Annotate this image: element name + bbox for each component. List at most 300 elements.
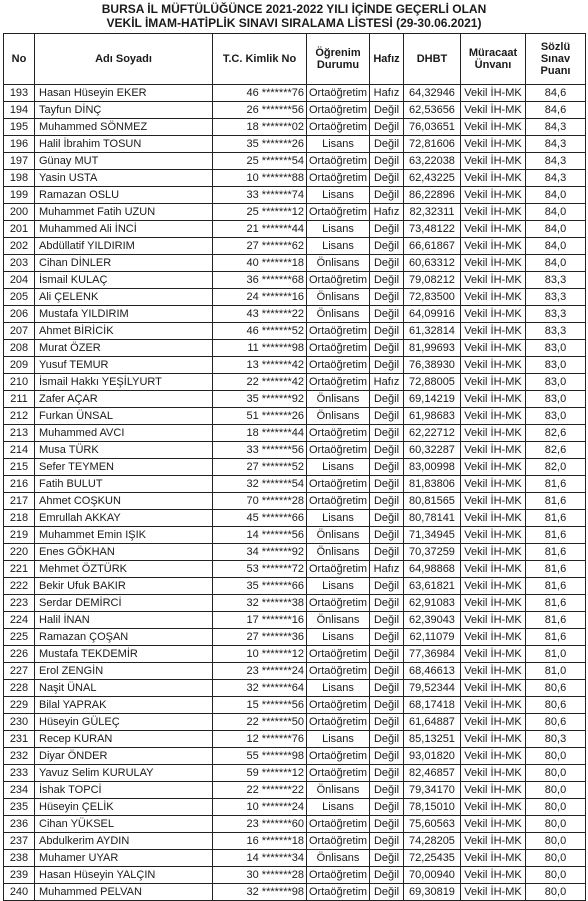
cell-hafiz: Değil — [370, 289, 404, 306]
cell-hafiz: Değil — [370, 782, 404, 799]
cell-no: 207 — [4, 323, 35, 340]
cell-id-number: 27 *******62 — [213, 238, 307, 255]
cell-oral-score: 84,3 — [526, 119, 586, 136]
cell-name: Yavuz Selim KURULAY — [35, 765, 213, 782]
cell-name: Muhammed PELVAN — [35, 884, 213, 901]
cell-oral-score: 81,6 — [526, 561, 586, 578]
cell-hafiz: Değil — [370, 102, 404, 119]
cell-application-title: Vekil İH-MK — [461, 833, 526, 850]
cell-oral-score: 81,6 — [526, 612, 586, 629]
cell-hafiz: Değil — [370, 136, 404, 153]
cell-education: Ortaöğretim — [307, 102, 370, 119]
cell-dhbt: 70,00940 — [404, 867, 461, 884]
cell-oral-score: 80,0 — [526, 765, 586, 782]
cell-id-number: 22 *******50 — [213, 714, 307, 731]
cell-hafiz: Değil — [370, 238, 404, 255]
cell-no: 222 — [4, 578, 35, 595]
cell-no: 212 — [4, 408, 35, 425]
cell-name: Muhammed SÖNMEZ — [35, 119, 213, 136]
cell-education: Önlisans — [307, 408, 370, 425]
cell-id-number: 14 *******56 — [213, 527, 307, 544]
cell-id-number: 45 *******66 — [213, 510, 307, 527]
cell-name: Halil İNAN — [35, 612, 213, 629]
cell-dhbt: 93,01820 — [404, 748, 461, 765]
cell-education: Ortaöğretim — [307, 153, 370, 170]
cell-no: 198 — [4, 170, 35, 187]
cell-education: Ortaöğretim — [307, 663, 370, 680]
cell-id-number: 40 *******18 — [213, 255, 307, 272]
cell-name: Cihan YÜKSEL — [35, 816, 213, 833]
cell-id-number: 33 *******74 — [213, 187, 307, 204]
cell-no: 210 — [4, 374, 35, 391]
cell-hafiz: Değil — [370, 663, 404, 680]
cell-oral-score: 84,0 — [526, 221, 586, 238]
cell-oral-score: 84,6 — [526, 85, 586, 102]
cell-dhbt: 72,88005 — [404, 374, 461, 391]
cell-name: Musa TÜRK — [35, 442, 213, 459]
cell-oral-score: 80,0 — [526, 850, 586, 867]
cell-dhbt: 78,15010 — [404, 799, 461, 816]
cell-id-number: 10 *******24 — [213, 799, 307, 816]
cell-oral-score: 83,0 — [526, 340, 586, 357]
cell-no: 216 — [4, 476, 35, 493]
table-row — [4, 476, 586, 493]
cell-application-title: Vekil İH-MK — [461, 289, 526, 306]
cell-name: Serdar DEMİRCİ — [35, 595, 213, 612]
cell-name: Muhammed Ali İNCİ — [35, 221, 213, 238]
cell-hafiz: Hafız — [370, 85, 404, 102]
cell-oral-score: 83,3 — [526, 323, 586, 340]
ranking-table — [3, 33, 586, 901]
cell-oral-score: 80,0 — [526, 884, 586, 901]
table-row — [4, 374, 586, 391]
table-row — [4, 425, 586, 442]
cell-oral-score: 83,3 — [526, 272, 586, 289]
cell-education: Önlisans — [307, 782, 370, 799]
table-row — [4, 102, 586, 119]
cell-no: 240 — [4, 884, 35, 901]
cell-application-title: Vekil İH-MK — [461, 850, 526, 867]
cell-id-number: 51 *******26 — [213, 408, 307, 425]
cell-name: Muhammed AVCI — [35, 425, 213, 442]
table-row — [4, 391, 586, 408]
cell-hafiz: Değil — [370, 833, 404, 850]
table-row — [4, 527, 586, 544]
cell-no: 217 — [4, 493, 35, 510]
cell-id-number: 25 *******54 — [213, 153, 307, 170]
table-row — [4, 833, 586, 850]
table-row — [4, 595, 586, 612]
cell-oral-score: 84,3 — [526, 136, 586, 153]
cell-id-number: 32 *******54 — [213, 476, 307, 493]
cell-no: 232 — [4, 748, 35, 765]
cell-application-title: Vekil İH-MK — [461, 187, 526, 204]
cell-id-number: 10 *******88 — [213, 170, 307, 187]
cell-name: Enes GÖKHAN — [35, 544, 213, 561]
header-education: Öğrenim Durumu — [307, 34, 370, 85]
cell-hafiz: Değil — [370, 323, 404, 340]
cell-oral-score: 81,6 — [526, 544, 586, 561]
cell-application-title: Vekil İH-MK — [461, 867, 526, 884]
cell-id-number: 33 *******56 — [213, 442, 307, 459]
table-row — [4, 340, 586, 357]
cell-no: 239 — [4, 867, 35, 884]
cell-name: İshak TOPCİ — [35, 782, 213, 799]
header-hafiz: Hafız — [370, 34, 404, 85]
cell-dhbt: 72,25435 — [404, 850, 461, 867]
cell-education: Önlisans — [307, 289, 370, 306]
cell-education: Lisans — [307, 629, 370, 646]
cell-dhbt: 83,00998 — [404, 459, 461, 476]
cell-education: Ortaöğretim — [307, 697, 370, 714]
cell-id-number: 34 *******92 — [213, 544, 307, 561]
cell-education: Ortaöğretim — [307, 714, 370, 731]
cell-application-title: Vekil İH-MK — [461, 238, 526, 255]
cell-application-title: Vekil İH-MK — [461, 527, 526, 544]
table-row — [4, 289, 586, 306]
cell-application-title: Vekil İH-MK — [461, 782, 526, 799]
cell-oral-score: 83,0 — [526, 391, 586, 408]
cell-education: Ortaöğretim — [307, 170, 370, 187]
cell-id-number: 59 *******12 — [213, 765, 307, 782]
cell-application-title: Vekil İH-MK — [461, 408, 526, 425]
cell-dhbt: 76,03651 — [404, 119, 461, 136]
cell-name: Ahmet BİRİCİK — [35, 323, 213, 340]
table-row — [4, 170, 586, 187]
table-row — [4, 782, 586, 799]
cell-oral-score: 80,0 — [526, 782, 586, 799]
table-row — [4, 306, 586, 323]
cell-hafiz: Değil — [370, 867, 404, 884]
cell-name: Hasan Hüseyin YALÇIN — [35, 867, 213, 884]
table-row — [4, 187, 586, 204]
cell-oral-score: 81,6 — [526, 493, 586, 510]
cell-oral-score: 80,0 — [526, 816, 586, 833]
cell-id-number: 25 *******12 — [213, 204, 307, 221]
cell-id-number: 21 *******44 — [213, 221, 307, 238]
cell-dhbt: 82,46857 — [404, 765, 461, 782]
cell-oral-score: 83,0 — [526, 374, 586, 391]
cell-name: Recep KURAN — [35, 731, 213, 748]
cell-id-number: 18 *******44 — [213, 425, 307, 442]
cell-dhbt: 86,22896 — [404, 187, 461, 204]
table-row — [4, 612, 586, 629]
cell-oral-score: 84,3 — [526, 170, 586, 187]
cell-id-number: 27 *******36 — [213, 629, 307, 646]
cell-hafiz: Değil — [370, 391, 404, 408]
cell-hafiz: Değil — [370, 884, 404, 901]
cell-no: 201 — [4, 221, 35, 238]
cell-hafiz: Değil — [370, 153, 404, 170]
cell-hafiz: Değil — [370, 612, 404, 629]
cell-id-number: 35 *******26 — [213, 136, 307, 153]
cell-hafiz: Değil — [370, 714, 404, 731]
cell-application-title: Vekil İH-MK — [461, 221, 526, 238]
cell-dhbt: 68,17418 — [404, 697, 461, 714]
table-row — [4, 629, 586, 646]
cell-education: Lisans — [307, 221, 370, 238]
cell-name: Erol ZENGİN — [35, 663, 213, 680]
cell-hafiz: Değil — [370, 493, 404, 510]
cell-hafiz: Değil — [370, 799, 404, 816]
cell-application-title: Vekil İH-MK — [461, 765, 526, 782]
cell-application-title: Vekil İH-MK — [461, 442, 526, 459]
cell-hafiz: Değil — [370, 170, 404, 187]
cell-name: Furkan ÜNSAL — [35, 408, 213, 425]
cell-education: Ortaöğretim — [307, 595, 370, 612]
cell-name: Zafer AÇAR — [35, 391, 213, 408]
cell-application-title: Vekil İH-MK — [461, 646, 526, 663]
cell-application-title: Vekil İH-MK — [461, 476, 526, 493]
cell-no: 236 — [4, 816, 35, 833]
cell-name: Cihan DİNLER — [35, 255, 213, 272]
cell-no: 215 — [4, 459, 35, 476]
cell-no: 197 — [4, 153, 35, 170]
cell-hafiz: Değil — [370, 816, 404, 833]
cell-hafiz: Değil — [370, 748, 404, 765]
cell-hafiz: Değil — [370, 544, 404, 561]
cell-dhbt: 76,38930 — [404, 357, 461, 374]
cell-dhbt: 74,28205 — [404, 833, 461, 850]
header-oral-exam-score: Sözlü Sınav Puanı — [526, 34, 586, 85]
cell-education: Lisans — [307, 459, 370, 476]
cell-dhbt: 62,53656 — [404, 102, 461, 119]
cell-hafiz: Hafız — [370, 561, 404, 578]
cell-name: Halil İbrahim TOSUN — [35, 136, 213, 153]
table-row — [4, 867, 586, 884]
table-row — [4, 799, 586, 816]
cell-id-number: 11 *******98 — [213, 340, 307, 357]
cell-no: 219 — [4, 527, 35, 544]
cell-name: Murat ÖZER — [35, 340, 213, 357]
table-row — [4, 765, 586, 782]
cell-id-number: 22 *******42 — [213, 374, 307, 391]
cell-id-number: 55 *******98 — [213, 748, 307, 765]
cell-dhbt: 79,08212 — [404, 272, 461, 289]
cell-id-number: 17 *******16 — [213, 612, 307, 629]
table-row — [4, 544, 586, 561]
cell-dhbt: 62,91083 — [404, 595, 461, 612]
table-row — [4, 663, 586, 680]
cell-dhbt: 60,32287 — [404, 442, 461, 459]
table-row — [4, 510, 586, 527]
cell-dhbt: 72,81606 — [404, 136, 461, 153]
table-row — [4, 493, 586, 510]
cell-dhbt: 79,52344 — [404, 680, 461, 697]
cell-hafiz: Değil — [370, 731, 404, 748]
cell-application-title: Vekil İH-MK — [461, 612, 526, 629]
cell-education: Ortaöğretim — [307, 884, 370, 901]
cell-oral-score: 80,0 — [526, 833, 586, 850]
table-row — [4, 323, 586, 340]
cell-id-number: 22 *******22 — [213, 782, 307, 799]
cell-education: Ortaöğretim — [307, 119, 370, 136]
cell-no: 231 — [4, 731, 35, 748]
cell-no: 221 — [4, 561, 35, 578]
cell-no: 237 — [4, 833, 35, 850]
cell-oral-score: 81,6 — [526, 629, 586, 646]
cell-application-title: Vekil İH-MK — [461, 629, 526, 646]
cell-education: Önlisans — [307, 306, 370, 323]
cell-no: 194 — [4, 102, 35, 119]
cell-no: 238 — [4, 850, 35, 867]
header-dhbt: DHBT — [404, 34, 461, 85]
cell-dhbt: 63,22038 — [404, 153, 461, 170]
cell-dhbt: 60,63312 — [404, 255, 461, 272]
cell-id-number: 35 *******92 — [213, 391, 307, 408]
cell-no: 228 — [4, 680, 35, 697]
table-row — [4, 748, 586, 765]
table-row — [4, 442, 586, 459]
cell-dhbt: 68,46613 — [404, 663, 461, 680]
cell-application-title: Vekil İH-MK — [461, 340, 526, 357]
cell-dhbt: 73,48122 — [404, 221, 461, 238]
cell-dhbt: 70,37259 — [404, 544, 461, 561]
table-row — [4, 680, 586, 697]
cell-name: Bekir Ufuk BAKIR — [35, 578, 213, 595]
cell-application-title: Vekil İH-MK — [461, 816, 526, 833]
cell-no: 223 — [4, 595, 35, 612]
cell-application-title: Vekil İH-MK — [461, 884, 526, 901]
cell-no: 235 — [4, 799, 35, 816]
cell-hafiz: Değil — [370, 425, 404, 442]
cell-no: 224 — [4, 612, 35, 629]
cell-oral-score: 81,6 — [526, 595, 586, 612]
cell-dhbt: 62,43225 — [404, 170, 461, 187]
cell-dhbt: 81,99693 — [404, 340, 461, 357]
cell-dhbt: 64,98868 — [404, 561, 461, 578]
cell-oral-score: 81,0 — [526, 646, 586, 663]
cell-dhbt: 85,13251 — [404, 731, 461, 748]
cell-oral-score: 81,6 — [526, 527, 586, 544]
header-no: No — [4, 34, 35, 85]
cell-id-number: 23 *******60 — [213, 816, 307, 833]
cell-oral-score: 83,3 — [526, 306, 586, 323]
cell-dhbt: 71,34945 — [404, 527, 461, 544]
cell-no: 234 — [4, 782, 35, 799]
cell-name: Abdulkerim AYDIN — [35, 833, 213, 850]
cell-id-number: 32 *******64 — [213, 680, 307, 697]
cell-application-title: Vekil İH-MK — [461, 374, 526, 391]
cell-oral-score: 81,0 — [526, 663, 586, 680]
cell-hafiz: Değil — [370, 527, 404, 544]
cell-education: Ortaöğretim — [307, 816, 370, 833]
cell-dhbt: 69,14219 — [404, 391, 461, 408]
cell-id-number: 35 *******66 — [213, 578, 307, 595]
cell-hafiz: Hafız — [370, 374, 404, 391]
cell-name: Mehmet ÖZTÜRK — [35, 561, 213, 578]
cell-name: Naşit ÜNAL — [35, 680, 213, 697]
table-row — [4, 816, 586, 833]
cell-application-title: Vekil İH-MK — [461, 255, 526, 272]
cell-no: 227 — [4, 663, 35, 680]
cell-dhbt: 77,36984 — [404, 646, 461, 663]
cell-name: Sefer TEYMEN — [35, 459, 213, 476]
cell-education: Ortaöğretim — [307, 476, 370, 493]
cell-id-number: 16 *******18 — [213, 833, 307, 850]
cell-application-title: Vekil İH-MK — [461, 680, 526, 697]
cell-name: Fatih BULUT — [35, 476, 213, 493]
table-row — [4, 697, 586, 714]
cell-no: 230 — [4, 714, 35, 731]
cell-hafiz: Hafız — [370, 204, 404, 221]
cell-dhbt: 69,30819 — [404, 884, 461, 901]
cell-dhbt: 75,60563 — [404, 816, 461, 833]
cell-oral-score: 81,6 — [526, 510, 586, 527]
cell-education: Ortaöğretim — [307, 867, 370, 884]
cell-application-title: Vekil İH-MK — [461, 544, 526, 561]
cell-application-title: Vekil İH-MK — [461, 731, 526, 748]
cell-dhbt: 62,11079 — [404, 629, 461, 646]
cell-education: Ortaöğretim — [307, 561, 370, 578]
cell-education: Ortaöğretim — [307, 340, 370, 357]
cell-name: Yusuf TEMUR — [35, 357, 213, 374]
cell-oral-score: 84,0 — [526, 255, 586, 272]
cell-education: Ortaöğretim — [307, 748, 370, 765]
cell-oral-score: 84,3 — [526, 153, 586, 170]
cell-name: Hüseyin ÇELİK — [35, 799, 213, 816]
cell-no: 193 — [4, 85, 35, 102]
cell-no: 233 — [4, 765, 35, 782]
cell-education: Lisans — [307, 799, 370, 816]
cell-id-number: 46 *******76 — [213, 85, 307, 102]
cell-oral-score: 80,6 — [526, 680, 586, 697]
cell-id-number: 32 *******38 — [213, 595, 307, 612]
cell-name: Muhamer UYAR — [35, 850, 213, 867]
cell-education: Önlisans — [307, 544, 370, 561]
cell-dhbt: 62,39043 — [404, 612, 461, 629]
cell-hafiz: Değil — [370, 680, 404, 697]
cell-application-title: Vekil İH-MK — [461, 85, 526, 102]
cell-oral-score: 82,6 — [526, 425, 586, 442]
cell-application-title: Vekil İH-MK — [461, 561, 526, 578]
cell-education: Lisans — [307, 680, 370, 697]
table-row — [4, 204, 586, 221]
cell-application-title: Vekil İH-MK — [461, 170, 526, 187]
cell-name: Ramazan OSLU — [35, 187, 213, 204]
cell-dhbt: 64,09916 — [404, 306, 461, 323]
document-title — [0, 0, 588, 30]
table-row — [4, 357, 586, 374]
cell-dhbt: 79,34170 — [404, 782, 461, 799]
cell-name: Muhammet Emin IŞIK — [35, 527, 213, 544]
cell-oral-score: 80,0 — [526, 748, 586, 765]
cell-no: 213 — [4, 425, 35, 442]
cell-no: 206 — [4, 306, 35, 323]
cell-no: 204 — [4, 272, 35, 289]
cell-education: Ortaöğretim — [307, 493, 370, 510]
cell-no: 220 — [4, 544, 35, 561]
cell-hafiz: Değil — [370, 119, 404, 136]
cell-hafiz: Değil — [370, 629, 404, 646]
cell-id-number: 26 *******56 — [213, 102, 307, 119]
table-row — [4, 714, 586, 731]
cell-id-number: 70 *******28 — [213, 493, 307, 510]
cell-education: Önlisans — [307, 850, 370, 867]
cell-name: Ahmet COŞKUN — [35, 493, 213, 510]
cell-application-title: Vekil İH-MK — [461, 119, 526, 136]
cell-oral-score: 84,0 — [526, 187, 586, 204]
cell-id-number: 18 *******02 — [213, 119, 307, 136]
cell-name: Abdüllatif YILDIRIM — [35, 238, 213, 255]
cell-education: Ortaöğretim — [307, 323, 370, 340]
cell-no: 199 — [4, 187, 35, 204]
cell-application-title: Vekil İH-MK — [461, 459, 526, 476]
cell-no: 208 — [4, 340, 35, 357]
table-row — [4, 255, 586, 272]
cell-education: Ortaöğretim — [307, 442, 370, 459]
cell-no: 195 — [4, 119, 35, 136]
